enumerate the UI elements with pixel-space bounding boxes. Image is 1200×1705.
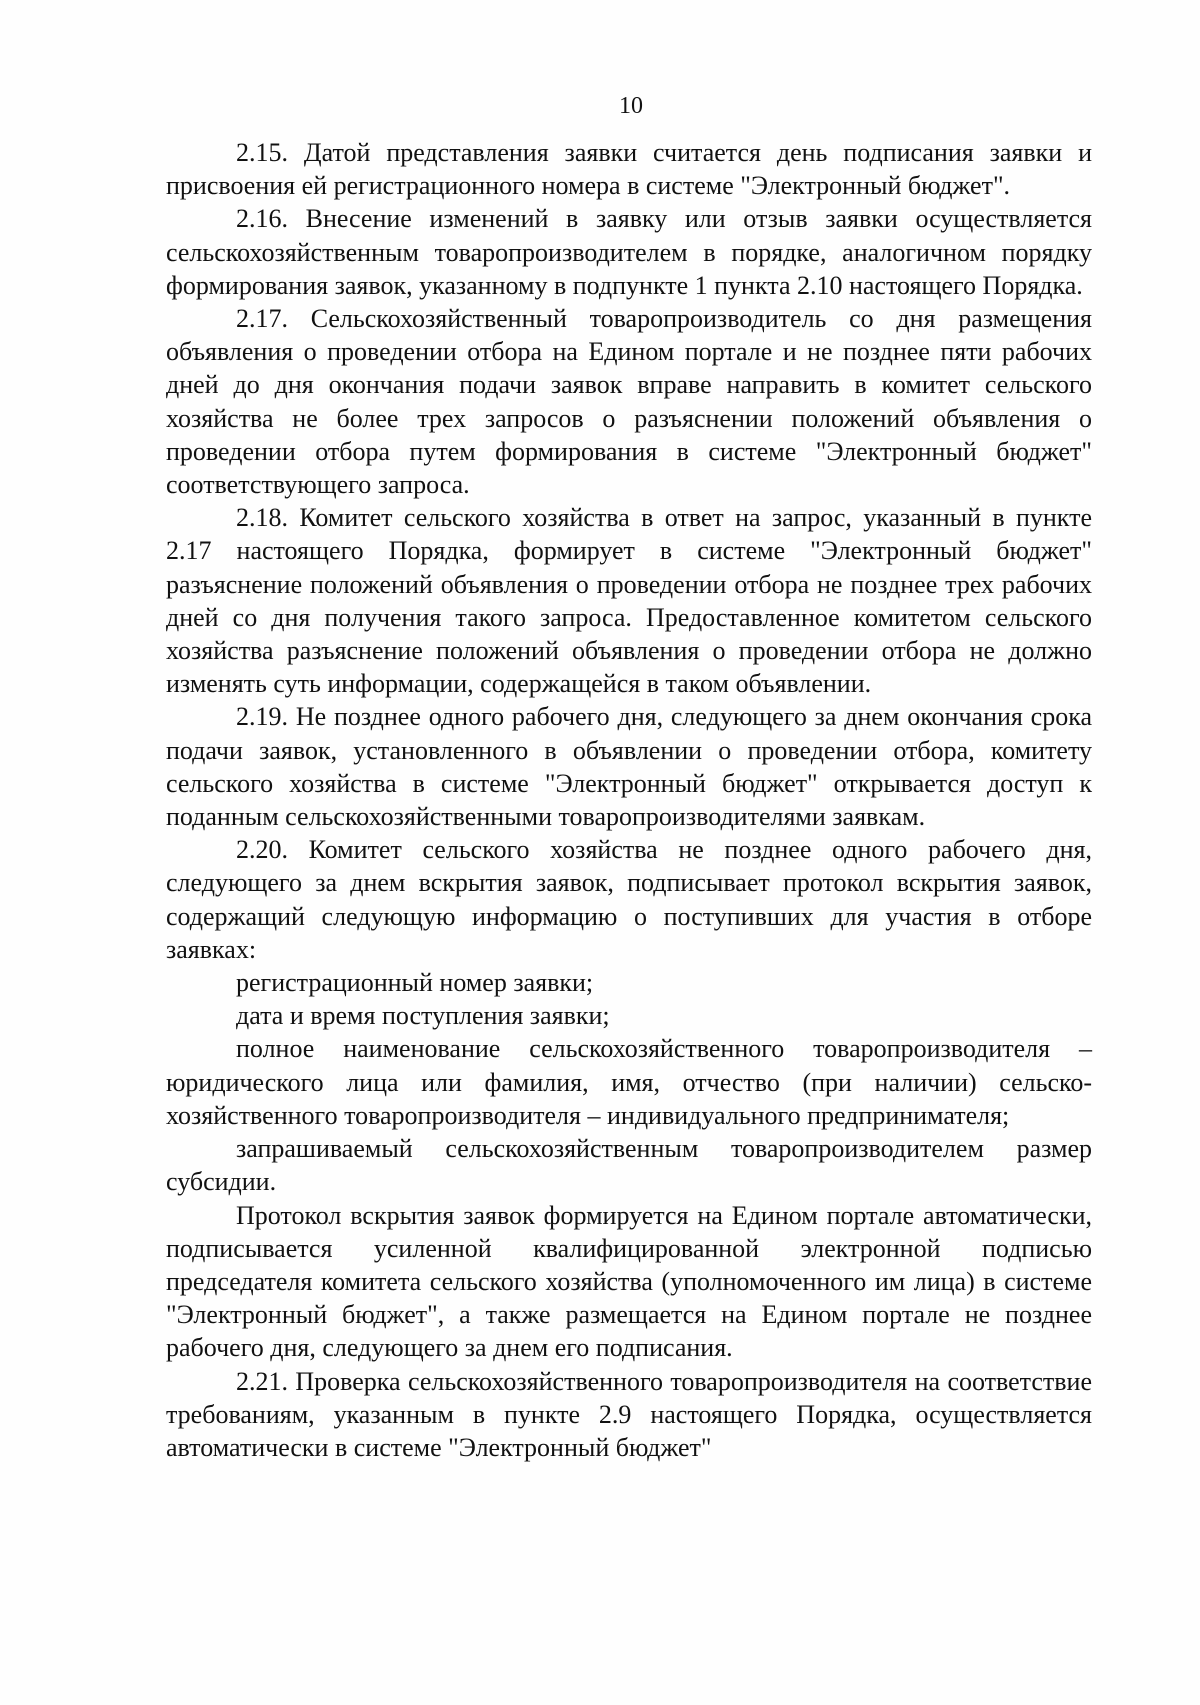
paragraph-protocol: Протокол вскрытия заявок формируется на Едином портале автоматически, подписывается усиленной квалифицированной электронной подписью председателя комитета сельского хозяйства (уполномоченного им лица) в системе "Электронный бюджет", а также размещается на Едином портале не позднее рабочего дня, следующего за днем его подписания. <box>166 1200 1092 1363</box>
paragraph-2-18: 2.18. Комитет сельского хозяйства в ответ на запрос, указанный в пункте 2.17 настоящего Порядка, формирует в системе "Электронный бюджет" разъяснение положений объявления о проведении отбора не позднее трех рабочих дней со дня получения такого запроса. Предоставленное комитетом сельского хозяйства разъяснение положений объявления о проведении отбора не должно изменять суть информации, содержащейся в таком объявлении. <box>166 503 1092 699</box>
paragraph-2-17: 2.17. Сельскохозяйственный товаропроизводитель со дня размещения объявления о проведении отбора на Едином портале и не позднее пяти рабочих дней до дня окончания подачи заявок вправе направить в комитет сельского хозяйства не более трех запросов о разъяснении положений объявления о проведении отбора путем формирования в системе "Электронный бюджет" соответствующего запроса. <box>166 304 1092 500</box>
list-item-date-time: дата и время поступления заявки; <box>236 1001 610 1031</box>
paragraph-2-21: 2.21. Проверка сельскохозяйственного товаропроизводителя на соответствие требованиям, указанным в пункте 2.9 настоящего Порядка, осуществляется автоматически в системе "Электронный бюджет" <box>166 1366 1092 1462</box>
list-item-registration-number: регистрационный номер заявки; <box>236 968 594 998</box>
list-item-subsidy-amount: запрашиваемый сельскохозяйственным товаропроизводителем размер субсидии. <box>166 1134 1092 1197</box>
list-item-full-name: полное наименование сельскохозяйственного товаропроизводителя – юридического лица или фамилия, имя, отчество (при наличии) сельскохозяйственного товаропроизводителя – индивидуального предпринимателя; <box>166 1034 1092 1130</box>
paragraph-2-20: 2.20. Комитет сельского хозяйства не позднее одного рабочего дня, следующего за днем вскрытия заявок, подписывает протокол вскрытия заявок, содержащий следующую информацию о поступивших для участия в отборе заявках: <box>166 835 1092 964</box>
document-body <box>166 136 1092 1464</box>
paragraph-2-19: 2.19. Не позднее одного рабочего дня, следующего за днем окончания срока подачи заявок, установленного в объявлении о проведении отбора, комитету сельского хозяйства в системе "Электронный бюджет" открывается доступ к поданным сельскохозяйственными товаропроизводителями заявкам. <box>166 702 1092 832</box>
paragraph-2-15: 2.15. Датой представления заявки считается день подписания заявки и присвоения ей регистрационного номера в системе "Электронный бюджет". <box>166 138 1092 201</box>
page-number: 10 <box>619 93 643 119</box>
paragraph-2-16: 2.16. Внесение изменений в заявку или отзыв заявки осуществляется сельскохозяйственным товаропроизводителем в порядке, аналогичном порядку формирования заявок, указанному в подпункте 1 пункта 2.10 настоящего Порядка. <box>166 204 1092 300</box>
